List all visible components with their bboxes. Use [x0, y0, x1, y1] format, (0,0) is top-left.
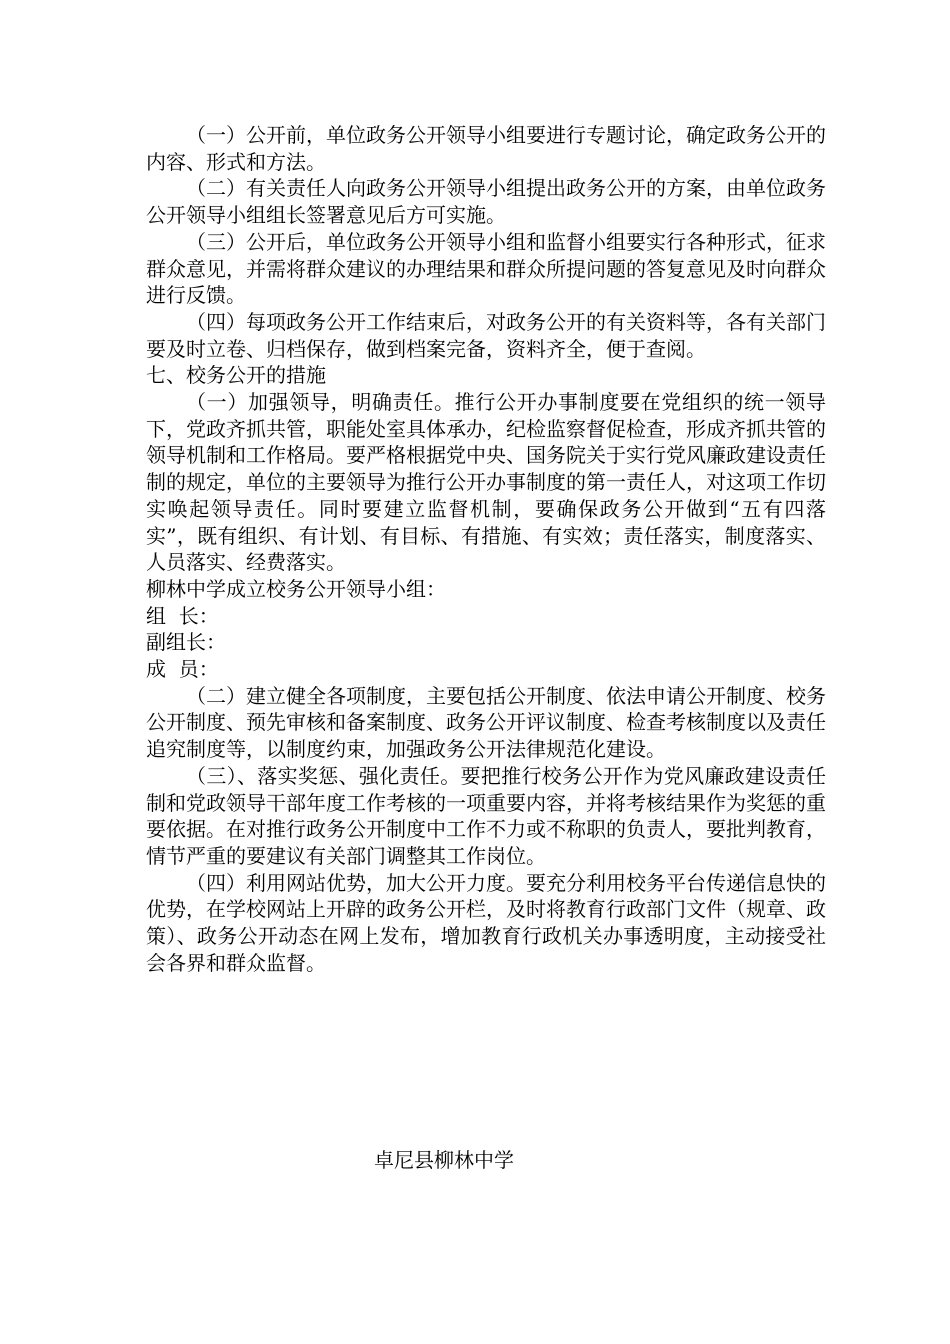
group-members-label: 成 员： [146, 657, 219, 682]
leadership-group-title: 柳林中学成立校务公开领导小组： [146, 576, 446, 601]
group-leader-label: 组 长： [146, 603, 219, 628]
paragraph-plan-approval: （二）有关责任人向政务公开领导小组提出政务公开的方案，由单位政务公开领导小组组长签署意见后方可实施。 [146, 176, 826, 228]
paragraph-after-disclosure: （三）公开后，单位政务公开领导小组和监督小组要实行各种形式，征求群众意见，并需将群众建议的办理结果和群众所提问题的答复意见及时向群众进行反馈。 [146, 229, 826, 308]
paragraph-before-disclosure: （一）公开前，单位政务公开领导小组要进行专题讨论，确定政务公开的内容、形式和方法。 [146, 123, 826, 174]
group-vice-leader-label: 副组长： [146, 630, 226, 655]
footer-organization: 卓尼县柳林中学 [374, 1148, 514, 1172]
measure-leadership: （一）加强领导，明确责任。推行公开办事制度要在党组织的统一领导下，党政齐抓共管，职能处室具体承办，纪检监察督促检查，形成齐抓共管的领导机制和工作格局。要严格根据党中央、国务院关于实行党风廉政建设责任制的规定，单位的主要领导为推行公开办事制度的第一责任人，对这项工作切实唤起领导责任。同时要建立监督机制，要确保政务公开做到“五有四落实”，既有组织、有计划、有目标、有措施、有实效；责任落实，制度落实、人员落实、经费落实。 [146, 390, 826, 575]
measure-systems: （二）建立健全各项制度，主要包括公开制度、依法申请公开制度、校务公开制度、预先审核和备案制度、政务公开评议制度、检查考核制度以及责任追究制度等，以制度约束，加强政务公开法律规范化建设。 [146, 683, 826, 762]
section-heading: 七、校务公开的措施 [146, 363, 326, 388]
measure-rewards: （三）、落实奖惩、强化责任。要把推行校务公开作为党风廉政建设责任制和党政领导干部年度工作考核的一项重要内容，并将考核结果作为奖惩的重要依据。在对推行政务公开制度中工作不力或不称职的负责人，要批判教育，情节严重的要建议有关部门调整其工作岗位。 [146, 763, 826, 868]
paragraph-archiving: （四）每项政务公开工作结束后，对政务公开的有关资料等，各有关部门要及时立卷、归档保存，做到档案完备，资料齐全，便于查阅。 [146, 309, 826, 361]
document-body [146, 122, 826, 977]
measure-website: （四）利用网站优势，加大公开力度。要充分利用校务平台传递信息快的优势，在学校网站上开辟的政务公开栏，及时将教育行政部门文件（规章、政策）、政务公开动态在网上发布，增加教育行政机关办事透明度，主动接受社会各界和群众监督。 [146, 870, 826, 975]
